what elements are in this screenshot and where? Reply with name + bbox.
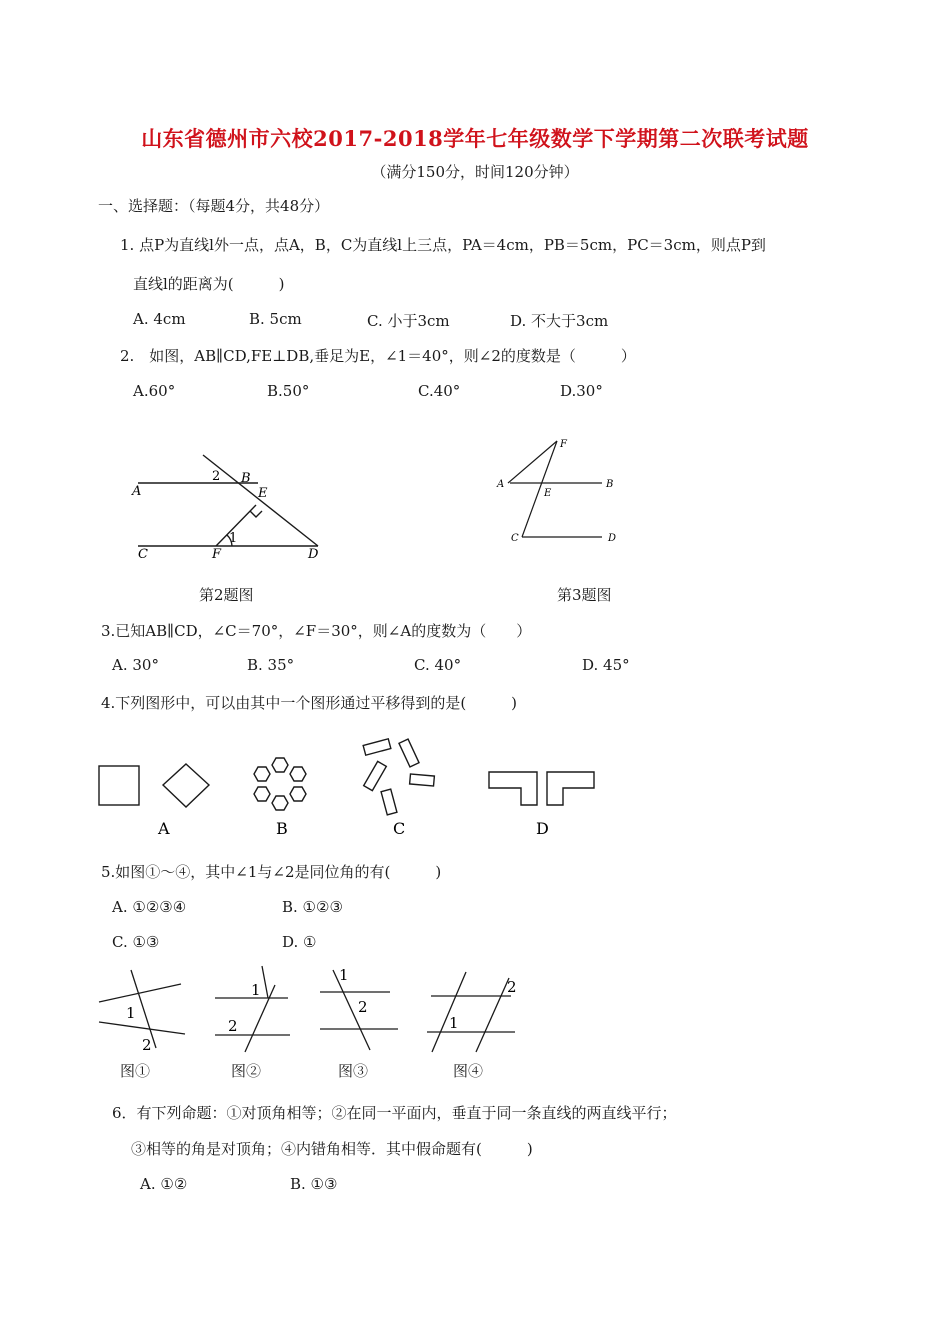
q2-option-c: C.40°: [418, 382, 461, 400]
fig5-2-num-2: 2: [228, 1017, 238, 1035]
q5-option-a: A. ①②③④: [112, 898, 187, 916]
section-heading: 一、选择题：（每题4分，共48分）: [98, 197, 330, 215]
fig5-3-num-2: 2: [358, 998, 368, 1016]
shape-a-diamond: [163, 764, 209, 807]
fig5-1-num-1: 1: [126, 1004, 136, 1022]
shape-a-square: [99, 766, 139, 805]
q1-line2: 直线l的距离为( ): [133, 275, 285, 293]
shape-d-right: [547, 772, 594, 805]
fig3-caption: 第3题图: [557, 586, 612, 604]
q6-option-a: A. ①②: [140, 1175, 188, 1193]
shape-c-rectangles: [363, 739, 434, 815]
q1-option-b: B. 5cm: [249, 310, 302, 328]
fig5-2-seg-top: [262, 966, 268, 998]
fig5-3-caption: 图③: [338, 1062, 369, 1080]
fig3-label-d: D: [608, 533, 617, 544]
q4-label-b: B: [276, 819, 288, 838]
q6-option-b: B. ①③: [290, 1175, 338, 1193]
fig2-angle-1: 1: [229, 531, 238, 546]
q2-stem: 2. 如图，AB∥CD,FE⊥DB,垂足为E，∠1＝40°，则∠2的度数是（ ）: [120, 347, 636, 365]
shape-d-left: [489, 772, 537, 805]
q3-option-c: C. 40°: [414, 656, 462, 674]
q2-option-d: D.30°: [560, 382, 603, 400]
q3-option-b: B. 35°: [247, 656, 295, 674]
fig5-2-caption: 图②: [231, 1062, 262, 1080]
fig5-1-caption: 图①: [120, 1062, 151, 1080]
shape-b-hexagons: [254, 758, 306, 810]
q1-option-d: D. 不大于3cm: [510, 312, 609, 330]
q3-option-d: D. 45°: [582, 656, 630, 674]
fig3-label-f: F: [560, 439, 567, 450]
q4-stem: 4.下列图形中，可以由其中一个图形通过平移得到的是( ): [101, 694, 518, 712]
fig2-label-d: D: [308, 547, 319, 562]
right-angle-mark: [250, 511, 262, 517]
q5-option-c: C. ①③: [112, 933, 160, 951]
fig2-label-a: A: [132, 484, 142, 499]
fig5-1-num-2: 2: [142, 1036, 152, 1054]
q4-label-a: A: [158, 819, 170, 838]
fig2-angle-2: 2: [212, 469, 221, 484]
q5-stem: 5.如图①～④，其中∠1与∠2是同位角的有( ): [101, 863, 442, 881]
q1-option-a: A. 4cm: [133, 310, 186, 328]
fig2-label-c: C: [138, 547, 148, 562]
fig2-caption: 第2题图: [199, 586, 254, 604]
fig2-label-e: E: [258, 486, 268, 501]
fig5-4-transversal-left: [432, 972, 466, 1052]
page-title: 山东省德州市六校2017-2018学年七年级数学下学期第二次联考试题: [141, 126, 809, 151]
fig5-4-num-1: 1: [449, 1014, 459, 1032]
fig3-label-e: E: [544, 488, 552, 499]
fig5-1-line-bottom: [99, 1022, 185, 1034]
fig5-4-num-2: 2: [507, 978, 517, 996]
fig3-label-a: A: [497, 479, 505, 490]
q2-option-b: B.50°: [267, 382, 310, 400]
fig5-4-caption: 图④: [453, 1062, 484, 1080]
q3-stem: 3.已知AB∥CD，∠C＝70°，∠F＝30°，则∠A的度数为（ ）: [101, 622, 532, 640]
fig3-label-b: B: [606, 479, 614, 490]
fig5-3-num-1: 1: [339, 966, 349, 984]
q4-label-c: C: [393, 819, 406, 838]
q3-option-a: A. 30°: [112, 656, 159, 674]
fig3-label-c: C: [511, 533, 519, 544]
q1-line1: 1. 点P为直线l外一点，点A，B，C为直线l上三点，PA＝4cm，PB＝5cm，PC＝3cm，则点P到: [120, 236, 766, 254]
fig5-4-transversal-right: [476, 978, 509, 1052]
q4-label-d: D: [536, 819, 549, 838]
q1-option-c: C. 小于3cm: [367, 312, 450, 330]
fig5-2-num-1: 1: [251, 981, 261, 999]
fig2-label-b: B: [241, 471, 251, 486]
q5-option-b: B. ①②③: [282, 898, 343, 916]
q2-option-a: A.60°: [133, 382, 176, 400]
q6-line1: 6．有下列命题：①对顶角相等；②在同一平面内，垂直于同一条直线的两直线平行；: [112, 1104, 677, 1122]
fig2-label-f: F: [212, 547, 222, 562]
exam-info: （满分150分，时间120分钟）: [371, 163, 579, 181]
q5-option-d: D. ①: [282, 933, 317, 951]
q6-line2: ③相等的角是对顶角；④内错角相等．其中假命题有( ): [131, 1140, 533, 1158]
